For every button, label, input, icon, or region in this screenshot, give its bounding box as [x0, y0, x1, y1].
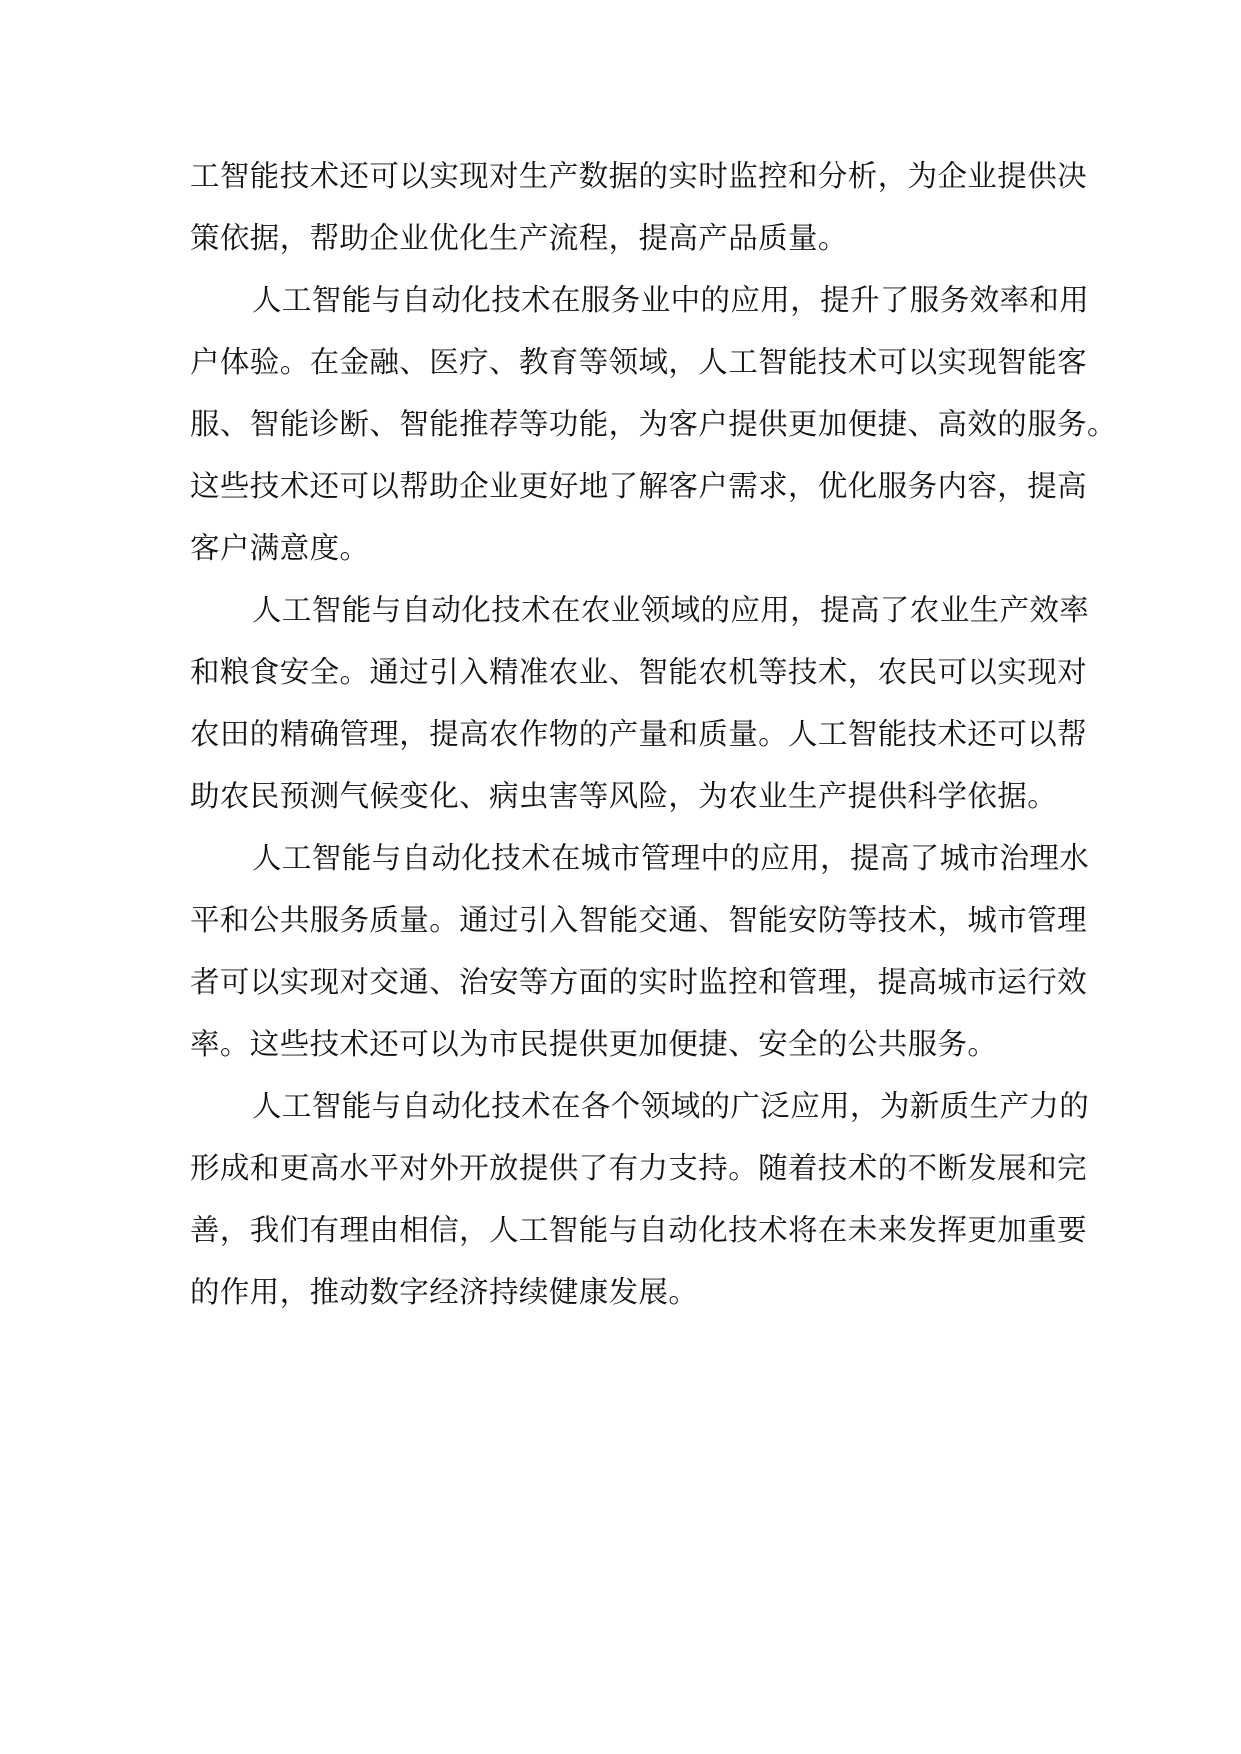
paragraph-first-line: 人工智能与自动化技术在各个领域的广泛应用，为新质生产力的 [252, 1089, 1090, 1123]
text-line: 善，我们有理由相信，人工智能与自动化技术将在未来发挥更加重要 [190, 1213, 1088, 1247]
paragraph-first-line: 人工智能与自动化技术在城市管理中的应用，提高了城市治理水 [252, 841, 1090, 875]
text-line: 助农民预测气候变化、病虫害等风险，为农业生产提供科学依据。 [190, 779, 1058, 813]
text-line: 农田的精确管理，提高农作物的产量和质量。人工智能技术还可以帮 [190, 717, 1088, 751]
paragraph-first-line: 人工智能与自动化技术在服务业中的应用，提升了服务效率和用 [252, 283, 1090, 317]
text-line: 平和公共服务质量。通过引入智能交通、智能安防等技术，城市管理 [190, 903, 1088, 937]
text-line: 形成和更高水平对外开放提供了有力支持。随着技术的不断发展和完 [190, 1151, 1088, 1185]
text-line: 的作用，推动数字经济持续健康发展。 [190, 1275, 699, 1309]
text-line: 工智能技术还可以实现对生产数据的实时监控和分析，为企业提供决 [190, 159, 1088, 193]
paragraph-first-line: 人工智能与自动化技术在农业领域的应用，提高了农业生产效率 [252, 593, 1090, 627]
text-line: 这些技术还可以帮助企业更好地了解客户需求，优化服务内容，提高 [190, 469, 1088, 503]
text-line: 率。这些技术还可以为市民提供更加便捷、安全的公共服务。 [190, 1027, 998, 1061]
document-body [190, 145, 1117, 1323]
text-line: 户体验。在金融、医疗、教育等领域，人工智能技术可以实现智能客 [190, 345, 1088, 379]
text-line: 策依据，帮助企业优化生产流程，提高产品质量。 [190, 221, 848, 255]
text-line: 客户满意度。 [190, 531, 370, 565]
text-line: 者可以实现对交通、治安等方面的实时监控和管理，提高城市运行效 [190, 965, 1088, 999]
text-line: 服、智能诊断、智能推荐等功能，为客户提供更加便捷、高效的服务。 [190, 407, 1117, 441]
text-line: 和粮食安全。通过引入精准农业、智能农机等技术，农民可以实现对 [190, 655, 1088, 689]
